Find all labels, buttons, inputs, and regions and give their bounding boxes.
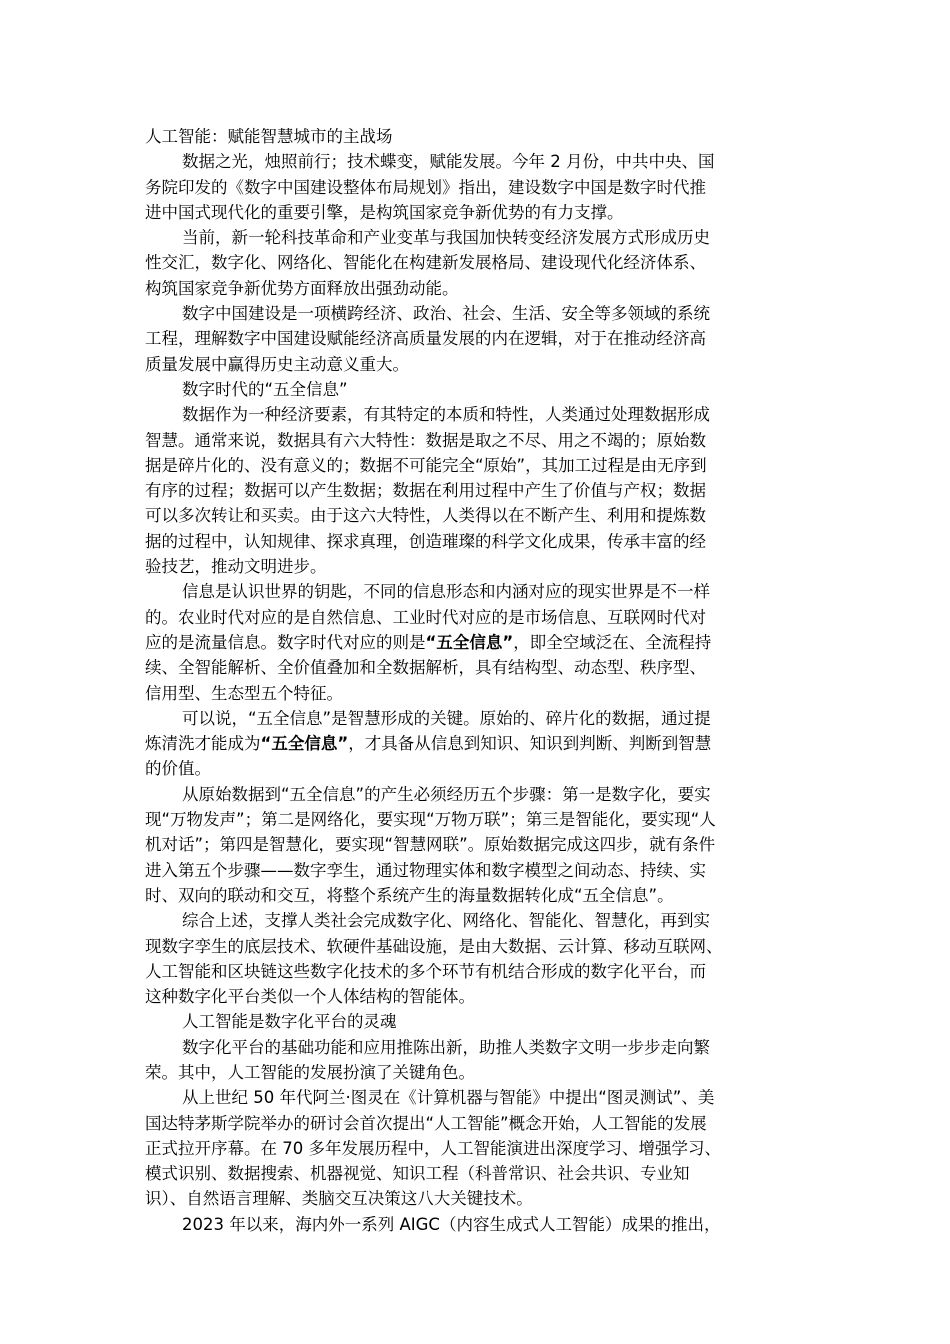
text-line: 现“万物发声”；第二是网络化，要实现“万物万联”；第三是智能化，要实现“人 — [145, 810, 716, 830]
text-line: 综合上述，支撑人类社会完成数字化、网络化、智能化、智慧化，再到实 — [182, 911, 710, 931]
document-page — [145, 124, 810, 1237]
text-line: 据的过程中，认知规律、探求真理，创造璀璨的科学文化成果，传承丰富的经 — [145, 531, 706, 551]
text-line: 有序的过程；数据可以产生数据；数据在利用过程中产生了价值与产权；数据 — [145, 481, 706, 501]
text-line: 构筑国家竞争新优势方面释放出强劲动能。 — [145, 278, 459, 298]
text-line: 进中国式现代化的重要引擎，是构筑国家竞争新优势的有力支撑。 — [145, 202, 624, 222]
text-line: 数字化平台的基础功能和应用推陈出新，助推人类数字文明一步步走向繁 — [182, 1037, 710, 1057]
bold-term: “五全信息” — [260, 734, 349, 754]
text-line: 模式识别、数据搜索、机器视觉、知识工程（科普常识、社会共识、专业知 — [145, 1164, 690, 1184]
text-segment: ，才具备从信息到知识、知识到判断、判断到智慧 — [348, 734, 712, 754]
text-line: 数据之光，烛照前行；技术蝶变，赋能发展。今年 2 月份，中共中央、国 — [182, 152, 715, 172]
text-line: 据是碎片化的、没有意义的；数据不可能完全“原始”，其加工过程是由无序到 — [145, 455, 707, 475]
text-line: 识）、自然语言理解、类脑交互决策这八大关键技术。 — [145, 1189, 533, 1209]
document-title: 人工智能：赋能智慧城市的主战场 — [145, 127, 393, 146]
text-line: 现数字孪生的底层技术、软硬件基础设施，是由大数据、云计算、移动互联网、 — [145, 936, 723, 956]
text-line: 人工智能和区块链这些数字化技术的多个环节有机结合形成的数字化平台，而 — [145, 961, 706, 981]
text-line: 的。农业时代对应的是自然信息、工业时代对应的是市场信息、互联网时代对 — [145, 607, 706, 627]
text-line: 可以多次转让和买卖。由于这六大特性，人类得以在不断产生、利用和提炼数 — [145, 506, 706, 526]
text-line: 数据作为一种经济要素，有其特定的本质和特性，人类通过处理数据形成 — [182, 405, 710, 425]
text-line: 智慧。通常来说，数据具有六大特性：数据是取之不尽、用之不竭的；原始数 — [145, 430, 706, 450]
text-line: 续、全智能解析、全价值叠加和全数据解析，具有结构型、动态型、秩序型、 — [145, 658, 706, 678]
text-line: 信息是认识世界的钥匙，不同的信息形态和内涵对应的现实世界是不一样 — [182, 582, 710, 602]
text-line: 信用型、生态型五个特征。 — [145, 683, 343, 703]
text-line: 可以说，“五全信息”是智慧形成的关键。原始的、碎片化的数据，通过提 — [182, 708, 711, 728]
text-line: 荣。其中，人工智能的发展扮演了关键角色。 — [145, 1062, 475, 1082]
text-line: 从原始数据到“五全信息”的产生必须经历五个步骤：第一是数字化，要实 — [182, 784, 711, 804]
section-heading: 数字时代的“五全信息” — [182, 379, 348, 399]
text-line: 的价值。 — [145, 759, 211, 779]
text-line: 进入第五个步骤——数字孪生，通过物理实体和数字模型之间动态、持续、实 — [145, 860, 706, 880]
text-segment: 应的是流量信息。数字时代对应的则是 — [145, 632, 426, 652]
section-heading: 人工智能是数字化平台的灵魂 — [182, 1012, 397, 1032]
text-line: 正式拉开序幕。在 70 多年发展历程中，人工智能演进出深度学习、增强学习、 — [145, 1138, 721, 1158]
text-line: 2023 年以来，海内外一系列 AIGC（内容生成式人工智能）成果的推出， — [182, 1214, 721, 1234]
text-line: 机对话”；第四是智慧化，要实现“智慧网联”。原始数据完成这四步，就有条件 — [145, 835, 716, 855]
text-line: 数字中国建设是一项横跨经济、政治、社会、生活、安全等多领域的系统 — [182, 304, 710, 324]
text-line: 务院印发的《数字中国建设整体布局规划》指出，建设数字中国是数字时代推 — [145, 177, 706, 197]
text-line: 工程，理解数字中国建设赋能经济高质量发展的内在逻辑，对于在推动经济高 — [145, 329, 706, 349]
text-line: 时、双向的联动和交互，将整个系统产生的海量数据转化成“五全信息”。 — [145, 885, 674, 905]
text-line: 验技艺，推动文明进步。 — [145, 557, 327, 577]
bold-term: “五全信息” — [425, 632, 514, 652]
text-line: 当前，新一轮科技革命和产业变革与我国加快转变经济发展方式形成历史 — [182, 228, 710, 248]
text-line — [145, 630, 810, 655]
text-line: 国达特茅斯学院举办的研讨会首次提出“人工智能”概念开始，人工智能的发展 — [145, 1113, 707, 1133]
text-line: 质量发展中赢得历史主动意义重大。 — [145, 354, 409, 374]
text-segment: 炼清洗才能成为 — [145, 734, 261, 754]
text-line: 这种数字化平台类似一个人体结构的智能体。 — [145, 987, 475, 1007]
text-line: 性交汇，数字化、网络化、智能化在构建新发展格局、建设现代化经济体系、 — [145, 253, 706, 273]
text-segment: ，即全空域泛在、全流程持 — [513, 632, 712, 652]
text-line — [145, 731, 810, 756]
text-line: 从上世纪 50 年代阿兰·图灵在《计算机器与智能》中提出“图灵测试”、美 — [182, 1088, 715, 1108]
